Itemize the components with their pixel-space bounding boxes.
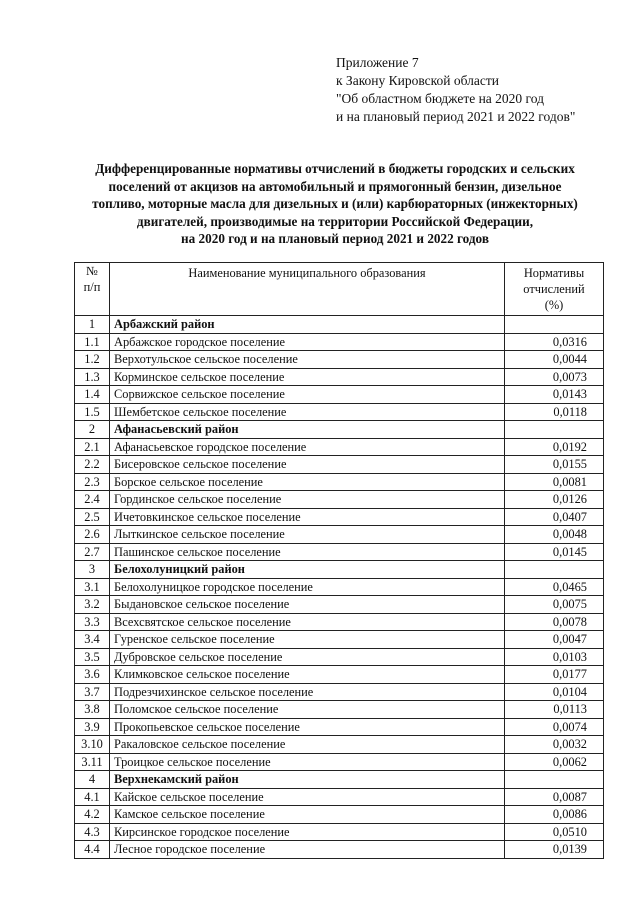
row-name: Быдановское сельское поселение bbox=[110, 596, 505, 614]
header-value-line1: Нормативы bbox=[523, 266, 585, 280]
table-row bbox=[75, 368, 604, 386]
document-title bbox=[70, 160, 600, 248]
row-value: 0,0407 bbox=[505, 508, 604, 526]
row-number: 3.3 bbox=[75, 613, 110, 631]
row-number: 1 bbox=[75, 316, 110, 334]
appendix-law-reference: к Закону Кировской области bbox=[336, 73, 500, 88]
row-name: Прокопьевское сельское поселение bbox=[110, 718, 505, 736]
row-value: 0,0192 bbox=[505, 438, 604, 456]
row-value: 0,0104 bbox=[505, 683, 604, 701]
row-value: 0,0316 bbox=[505, 333, 604, 351]
row-number: 2.2 bbox=[75, 456, 110, 474]
row-number: 4.2 bbox=[75, 806, 110, 824]
row-name: Кайское сельское поселение bbox=[110, 788, 505, 806]
row-value bbox=[505, 561, 604, 579]
row-number: 1.4 bbox=[75, 386, 110, 404]
district-row bbox=[75, 561, 604, 579]
row-value: 0,0032 bbox=[505, 736, 604, 754]
row-number: 4.1 bbox=[75, 788, 110, 806]
row-number: 1.2 bbox=[75, 351, 110, 369]
table-row bbox=[75, 666, 604, 684]
row-name: Сорвижское сельское поселение bbox=[110, 386, 505, 404]
row-name: Дубровское сельское поселение bbox=[110, 648, 505, 666]
row-value: 0,0048 bbox=[505, 526, 604, 544]
appendix-header bbox=[336, 54, 575, 126]
row-value: 0,0074 bbox=[505, 718, 604, 736]
table-row bbox=[75, 648, 604, 666]
table-row bbox=[75, 491, 604, 509]
row-value: 0,0086 bbox=[505, 806, 604, 824]
table-row bbox=[75, 683, 604, 701]
row-value: 0,0139 bbox=[505, 841, 604, 859]
table-body bbox=[75, 316, 604, 859]
row-number: 2.6 bbox=[75, 526, 110, 544]
row-number: 1.5 bbox=[75, 403, 110, 421]
header-number bbox=[75, 263, 110, 316]
table-row bbox=[75, 736, 604, 754]
table-row bbox=[75, 701, 604, 719]
row-number: 3.8 bbox=[75, 701, 110, 719]
table-row bbox=[75, 631, 604, 649]
row-value: 0,0044 bbox=[505, 351, 604, 369]
row-name: Ракаловское сельское поселение bbox=[110, 736, 505, 754]
title-line-3: топливо, моторные масла для дизельных и (или) карбюраторных (инжекторных) bbox=[92, 196, 578, 211]
table-row bbox=[75, 473, 604, 491]
row-value: 0,0143 bbox=[505, 386, 604, 404]
row-number: 1.1 bbox=[75, 333, 110, 351]
row-value: 0,0113 bbox=[505, 701, 604, 719]
appendix-law-title-line2: и на плановый период 2021 и 2022 годов" bbox=[336, 109, 576, 124]
row-name: Климковское сельское поселение bbox=[110, 666, 505, 684]
row-value: 0,0047 bbox=[505, 631, 604, 649]
table-row bbox=[75, 526, 604, 544]
row-number: 1.3 bbox=[75, 368, 110, 386]
header-name: Наименование муниципального образования bbox=[110, 263, 505, 316]
table-row bbox=[75, 351, 604, 369]
row-name: Афанасьевский район bbox=[110, 421, 505, 439]
table-row bbox=[75, 806, 604, 824]
row-number: 3.1 bbox=[75, 578, 110, 596]
row-name: Арбажский район bbox=[110, 316, 505, 334]
row-name: Гуренское сельское поселение bbox=[110, 631, 505, 649]
row-value: 0,0078 bbox=[505, 613, 604, 631]
table-row bbox=[75, 753, 604, 771]
row-number: 3.9 bbox=[75, 718, 110, 736]
row-value: 0,0073 bbox=[505, 368, 604, 386]
row-value: 0,0177 bbox=[505, 666, 604, 684]
row-number: 2.1 bbox=[75, 438, 110, 456]
header-value-line2: отчислений bbox=[523, 282, 585, 296]
table-row bbox=[75, 386, 604, 404]
row-name: Борское сельское поселение bbox=[110, 473, 505, 491]
row-name: Корминское сельское поселение bbox=[110, 368, 505, 386]
row-value: 0,0081 bbox=[505, 473, 604, 491]
row-number: 3.6 bbox=[75, 666, 110, 684]
table-header-row bbox=[75, 263, 604, 316]
row-number: 3.10 bbox=[75, 736, 110, 754]
row-name: Белохолуницкое городское поселение bbox=[110, 578, 505, 596]
row-name: Подрезчихинское сельское поселение bbox=[110, 683, 505, 701]
title-line-1: Дифференцированные нормативы отчислений в бюджеты городских и сельских bbox=[95, 161, 575, 176]
row-name: Пашинское сельское поселение bbox=[110, 543, 505, 561]
row-name: Белохолуницкий район bbox=[110, 561, 505, 579]
row-name: Шембетское сельское поселение bbox=[110, 403, 505, 421]
row-name: Поломское сельское поселение bbox=[110, 701, 505, 719]
table-row bbox=[75, 788, 604, 806]
header-value-line3: (%) bbox=[544, 298, 564, 312]
row-number: 3.2 bbox=[75, 596, 110, 614]
row-value: 0,0075 bbox=[505, 596, 604, 614]
table-row bbox=[75, 456, 604, 474]
row-number: 2.7 bbox=[75, 543, 110, 561]
table-row bbox=[75, 438, 604, 456]
row-name: Кирсинское городское поселение bbox=[110, 823, 505, 841]
row-number: 3 bbox=[75, 561, 110, 579]
row-number: 2.3 bbox=[75, 473, 110, 491]
header-number-line1: № bbox=[86, 264, 98, 278]
row-value: 0,0103 bbox=[505, 648, 604, 666]
title-line-5: на 2020 год и на плановый период 2021 и 2022 годов bbox=[181, 231, 489, 246]
row-value: 0,0087 bbox=[505, 788, 604, 806]
row-name: Арбажское городское поселение bbox=[110, 333, 505, 351]
district-row bbox=[75, 421, 604, 439]
table-row bbox=[75, 508, 604, 526]
table-row bbox=[75, 841, 604, 859]
row-number: 4.3 bbox=[75, 823, 110, 841]
row-number: 4 bbox=[75, 771, 110, 789]
table-row bbox=[75, 613, 604, 631]
district-row bbox=[75, 771, 604, 789]
table-row bbox=[75, 333, 604, 351]
row-value bbox=[505, 421, 604, 439]
row-value: 0,0145 bbox=[505, 543, 604, 561]
row-number: 2.4 bbox=[75, 491, 110, 509]
row-name: Лесное городское поселение bbox=[110, 841, 505, 859]
row-name: Гординское сельское поселение bbox=[110, 491, 505, 509]
row-name: Камское сельское поселение bbox=[110, 806, 505, 824]
row-number: 3.4 bbox=[75, 631, 110, 649]
table-row bbox=[75, 578, 604, 596]
row-number: 3.11 bbox=[75, 753, 110, 771]
row-name: Ичетовкинское сельское поселение bbox=[110, 508, 505, 526]
row-number: 2 bbox=[75, 421, 110, 439]
row-value: 0,0118 bbox=[505, 403, 604, 421]
district-row bbox=[75, 316, 604, 334]
table-row bbox=[75, 823, 604, 841]
appendix-law-title-line1: "Об областном бюджете на 2020 год bbox=[336, 91, 544, 106]
row-name: Верхнекамский район bbox=[110, 771, 505, 789]
table-row bbox=[75, 718, 604, 736]
row-number: 2.5 bbox=[75, 508, 110, 526]
row-name: Бисеровское сельское поселение bbox=[110, 456, 505, 474]
row-name: Троицкое сельское поселение bbox=[110, 753, 505, 771]
header-value bbox=[505, 263, 604, 316]
row-name: Всехсвятское сельское поселение bbox=[110, 613, 505, 631]
row-value bbox=[505, 771, 604, 789]
row-number: 3.5 bbox=[75, 648, 110, 666]
title-line-4: двигателей, производимые на территории Российской Федерации, bbox=[136, 213, 534, 229]
standards-table bbox=[74, 262, 604, 859]
table-row bbox=[75, 403, 604, 421]
table-row bbox=[75, 596, 604, 614]
title-line-2: поселений от акцизов на автомобильный и прямогонный бензин, дизельное bbox=[108, 178, 562, 194]
appendix-number: Приложение 7 bbox=[336, 55, 419, 70]
row-name: Лыткинское сельское поселение bbox=[110, 526, 505, 544]
row-name: Верхотульское сельское поселение bbox=[110, 351, 505, 369]
row-name: Афанасьевское городское поселение bbox=[110, 438, 505, 456]
row-number: 4.4 bbox=[75, 841, 110, 859]
row-value: 0,0510 bbox=[505, 823, 604, 841]
table-header bbox=[75, 263, 604, 316]
row-value: 0,0155 bbox=[505, 456, 604, 474]
table-row bbox=[75, 543, 604, 561]
row-value: 0,0126 bbox=[505, 491, 604, 509]
row-value bbox=[505, 316, 604, 334]
row-value: 0,0062 bbox=[505, 753, 604, 771]
row-value: 0,0465 bbox=[505, 578, 604, 596]
row-number: 3.7 bbox=[75, 683, 110, 701]
header-number-line2: п/п bbox=[83, 280, 101, 294]
